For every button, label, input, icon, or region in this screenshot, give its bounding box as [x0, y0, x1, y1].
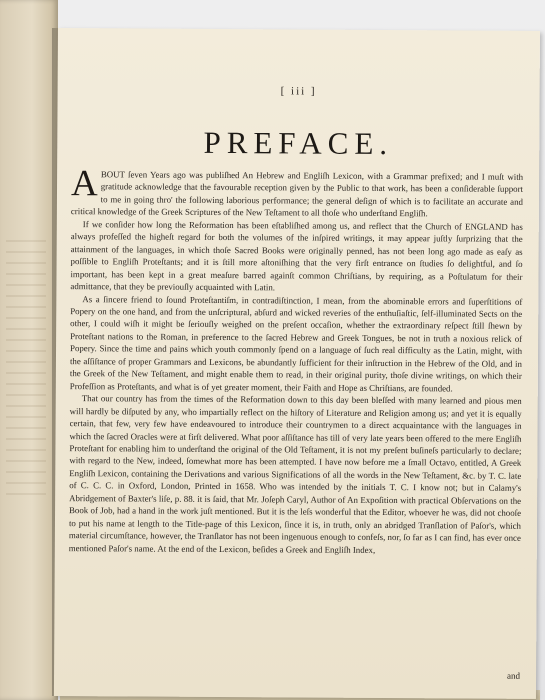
page-title: PREFACE. [203, 124, 394, 162]
paragraph-2: If we conſider how long the Reformation has been eſtabliſhed among us, and reflect that the Church of ENGLAND has always profeſſed the higheſt regard for both the volumes of the inſpired writings, it may appear juſtly ſurprizing that the attainment of the languages, in which thoſe Sacred Books were originally penned, has not been long ago made as eaſy as poſſible to Engliſh Proteſtants; and it is ſtill more aſtoniſhing that the very firſt entrance on ſtudies ſo delightful, and ſo important, has been kept in a great meaſure barred againſt common Chriſtians, by requiring, as a Poſtulatum for their admittance, that they be previouſly acquainted with Latin. [70, 218, 523, 293]
paragraph-4: That our country has from the times of the Reformation down to this day been bleſſed with many learned and pious men will hardly be diſputed by any, who impartially reflect on the hiſtory of Literature and Religion among us; and yet it is equally certain, that few, very few have endeavoured to introduce their countrymen to a direct acquaintance with the languages in which the ſacred Oracles were at firſt delivered. What poor aſſiſtance has till of very late years been offered to the mere Engliſh Proteſtant for enabling him to underſtand the original of the Old Teſtament, it is not my preſent buſineſs particularly to declare; with regard to the New, indeed, ſomewhat more has been attempted. I have now before me a ſmall Octavo, entitled, A Greek Engliſh Lexicon, containing the Derivations and various Significations of all the words in the New Teſtament, &c. by T. C. late of C. C. C. in Oxford, London, Printed in 1658. Who was intended by the initials T. C. I know not; but in Calamy's Abridgement of Baxter's liſe, p. 88. it is ſaid, that Mr. Joſeph Caryl, Author of An Expoſition with practical Obſervations on the Book of Job, had a hand in the work juſt mentioned. But it is the leſs wonderful that the Editor, whoever he was, did not chooſe to put his name at length to the Title-page of this Lexicon, ſince it is, in truth, only an abridged Tranſlation of Paſor's, which material circumſtance, however, the Tranſlator has not been ingenuous enough to confeſs, nor, ſo far as I can find, has ever once mentioned Paſor's name. At the end of the Lexicon, beſides a Greek and Engliſh Index, [68, 393, 522, 555]
drop-cap: A [70, 163, 98, 205]
page-number-header: [ iii ] [280, 85, 317, 98]
paragraph-text: BOUT ſeven Years ago was publiſhed An Hebrew and Engliſh Lexicon, with a Grammar prefixed; and I muſt with gratitude acknowledge that the favourable reception given by the Public to that work, has been a conſiderable ſupport to me in going thro' the following laborious performance; the general deſign of which is to facilitate an accurate and critical knowledge of the Greek Scriptures of the New Teſtament to all thoſe who underſtand Engliſh. [70, 169, 524, 219]
body-text [68, 163, 524, 557]
book-left-page-edge [0, 0, 58, 700]
paragraph-3: As a ſincere friend to ſound Proteſtantiſm, in contradiſtinction, I mean, from the abominable errors and ſuperſtitions of Popery on the one hand, and from the unſcriptural, abſurd and wicked reveries of the enthuſiaſtic, ſelf-illuminated Sects on the other, I could wiſh it might be ſeriouſly weighed on the preſent occaſion, whether the extraordinary reſpect ſtill ſhewn by Proteſtant nations to the Roman, in preference to the ſacred Hebrew and Greek Tongues, be not in truth a noxious relick of Popery. Since the time and pains which youth commonly ſpend on a language of ſuch real difficulty as the Latin, might, with the aſſiſtance of proper Grammars and Lexicons, be abundantly ſufficient for their inſtruction in the Hebrew of the Old, and in the Greek of the New Teſtament, and might enable them to read, in their original purity, thoſe divine writings, on which their Profeſſion as Proteſtants, and what is of yet greater moment, their Faith and Hope as Chriſtians, are founded. [69, 293, 523, 394]
paragraph-1 [70, 163, 524, 221]
catchword: and [507, 670, 521, 681]
book-page [54, 28, 540, 699]
